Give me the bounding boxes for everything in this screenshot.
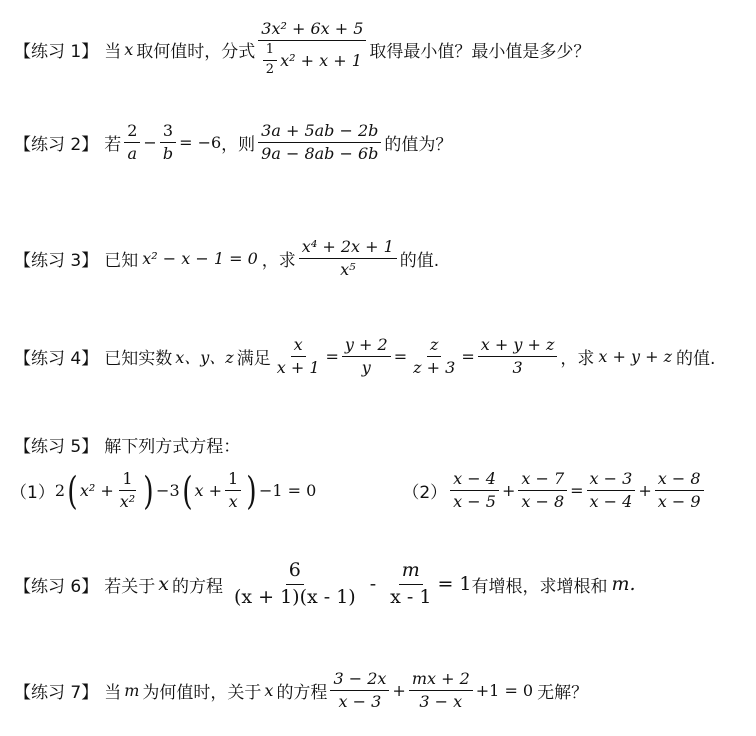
fraction xyxy=(225,470,241,512)
exercise-7-text: 的方程 xyxy=(276,683,328,704)
term: x² + xyxy=(79,481,114,501)
fraction-numerator: 6 xyxy=(286,560,304,585)
fraction-3-over-b xyxy=(160,122,176,164)
fraction-denominator: b xyxy=(162,144,174,164)
fraction xyxy=(478,336,558,378)
fraction xyxy=(409,670,473,712)
fraction-numerator: m xyxy=(399,560,423,585)
fraction xyxy=(330,670,389,712)
equation-rhs: = 1 xyxy=(437,573,472,596)
exercise-2-text: 的值为？ xyxy=(384,135,453,156)
fraction xyxy=(587,470,636,512)
fraction xyxy=(342,336,391,378)
variable-x: x xyxy=(124,39,134,59)
exercise-1-text: 当 xyxy=(104,41,122,62)
coefficient: −3 xyxy=(156,481,180,501)
variable-m: m xyxy=(124,681,140,701)
equation-rhs: = −6 xyxy=(179,133,222,153)
fraction xyxy=(410,336,458,378)
fraction-numerator: 1 xyxy=(119,470,135,491)
minus-sign: - xyxy=(369,573,377,596)
fraction-numerator: x⁴ + 2x + 1 xyxy=(299,238,397,259)
fraction-numerator: 3a + 5ab − 2b xyxy=(258,122,381,143)
fraction-denominator: x − 8 xyxy=(521,492,565,512)
expression: x + y + z xyxy=(598,347,673,367)
fraction-denominator: x² xyxy=(119,492,136,512)
fraction-numerator: x + y + z xyxy=(478,336,558,357)
fraction-numerator: 3 xyxy=(160,122,176,143)
fraction-2-over-a xyxy=(124,122,140,164)
fraction xyxy=(655,470,704,512)
half-numerator: 1 xyxy=(263,43,277,61)
exercise-2-fraction xyxy=(258,122,381,164)
condition-equation: x² − x − 1 = 0 xyxy=(142,249,258,269)
exercise-1-text: 取何值时，分式 xyxy=(136,41,256,62)
fraction-denominator: x⁵ xyxy=(340,260,356,280)
exercise-4-text: 已知实数 xyxy=(104,349,173,370)
fraction-denominator: x − 3 xyxy=(338,692,382,712)
fraction xyxy=(518,470,567,512)
exercise-6-text: 的方程 xyxy=(171,576,223,597)
exercise-7: 【练习 7】 当 m 为何值时，关于 x 的方程 $\frac{3 - 2x}{x - 3}$ + $\frac{mx + 2}{3 - x}$ +1 = 0 无解？ xyxy=(14,669,589,712)
problem-2-label: （2） xyxy=(402,483,448,504)
half-denominator: 2 xyxy=(265,62,275,78)
fraction-denominator: x − 9 xyxy=(657,492,701,512)
half-fraction xyxy=(263,43,277,78)
coefficient: 2 xyxy=(54,481,66,501)
term: x + xyxy=(194,481,222,501)
exercise-6 xyxy=(14,560,636,609)
fraction-denominator: 3 − x xyxy=(419,692,463,712)
exercise-3-fraction xyxy=(299,238,397,280)
exercise-4-text: 满足 xyxy=(236,349,271,370)
fraction-denominator xyxy=(260,41,365,78)
exercise-2-text: 若 xyxy=(104,135,122,156)
variable-x: x xyxy=(158,573,169,596)
fraction-denominator: x + 1 xyxy=(276,358,320,378)
exercise-4-label: 【练习 4】 xyxy=(14,349,99,370)
exercise-4: 【练习 4】 已知实数 x、y、z 满足 $\frac{x}{x + 1}$ = $\frac{y + 2}{y}$ = $\frac{z}{z + 3}$ = $\frac{x + y + z}{3}$ ，求 x + y + z 的值. xyxy=(14,335,716,378)
fraction xyxy=(117,470,138,512)
variable-x: x xyxy=(264,681,274,701)
exercise-1-label: 【练习 1】 xyxy=(14,41,99,62)
exercise-7-text: 为何值时，关于 xyxy=(142,683,262,704)
minus-sign: − xyxy=(143,133,157,153)
exercise-3-label: 【练习 3】 xyxy=(14,251,99,272)
fraction-denominator: y xyxy=(361,358,371,378)
fraction-numerator: x − 4 xyxy=(450,470,499,491)
exercise-5-label: 【练习 5】 xyxy=(14,437,99,457)
exercise-4-text: 的值. xyxy=(676,349,716,370)
fraction-denominator: x − 5 xyxy=(453,492,496,512)
exercise-1-text: 取得最小值？最小值是多少？ xyxy=(369,41,591,62)
exercise-3 xyxy=(14,238,439,280)
fraction-denominator: x xyxy=(228,492,238,512)
exercise-5-text: 解下列方式方程： xyxy=(104,437,241,457)
exercise-4-text: ，求 xyxy=(560,349,595,370)
fraction-numerator: 1 xyxy=(225,470,241,491)
denominator-rest: x² + x + 1 xyxy=(280,50,362,70)
fraction-denominator: (x + 1)(x - 1) xyxy=(233,585,356,608)
exercise-3-text: ，求 xyxy=(261,251,296,272)
fraction-numerator: x xyxy=(291,336,306,357)
variable-m: m. xyxy=(611,573,636,596)
equation-rhs: −1 = 0 xyxy=(259,481,317,501)
equation-rhs: +1 = 0 xyxy=(475,681,534,701)
fraction-denominator: 9a − 8ab − 6b xyxy=(261,144,379,164)
fraction-denominator: z + 3 xyxy=(413,358,456,378)
exercise-1-fraction xyxy=(258,20,366,78)
variables: x、y、z xyxy=(175,348,234,368)
exercise-3-text: 的值. xyxy=(399,251,440,272)
fraction-denominator: x − 4 xyxy=(589,492,633,512)
exercise-2-text: ，则 xyxy=(221,135,256,156)
exercise-7-text: 无解？ xyxy=(537,683,589,704)
fraction-numerator: x − 8 xyxy=(655,470,704,491)
fraction-numerator: mx + 2 xyxy=(409,670,473,691)
fraction xyxy=(231,560,359,609)
exercise-2 xyxy=(14,122,452,164)
fraction xyxy=(274,336,323,378)
fraction-denominator: a xyxy=(127,144,138,164)
fraction-numerator: 3 − 2x xyxy=(330,670,389,691)
fraction-numerator: 3x² + 6x + 5 xyxy=(258,20,366,41)
fraction-denominator: 3 xyxy=(512,358,523,378)
fraction xyxy=(450,470,499,512)
problem-1-label: （1） xyxy=(10,483,55,504)
exercise-5-problems: （1） 2 ( x² + $\frac{1}{\text{x²}}$ ) −3 ( x + $\frac{1}{x}$ ) −1 = 0 （2） $\frac{x - 4}{x - 5}$ + $\frac{x - 7}{x - 8}$ = $\frac{x - 3}{x - 4}$ + $\frac{x - 8}{x - 9}$ xyxy=(10,470,707,512)
exercise-7-label: 【练习 7】 xyxy=(14,683,99,704)
fraction-numerator: y + 2 xyxy=(342,336,391,357)
exercise-1 xyxy=(14,20,590,78)
fraction xyxy=(387,560,434,609)
exercise-6-text: 有增根，求增根和 xyxy=(471,576,608,597)
exercise-2-label: 【练习 2】 xyxy=(14,135,99,156)
exercise-3-text: 已知 xyxy=(104,251,139,272)
exercise-5 xyxy=(14,432,240,457)
exercise-7-text: 当 xyxy=(104,683,122,704)
fraction-numerator: x − 7 xyxy=(518,470,567,491)
fraction-denominator: x - 1 xyxy=(390,585,432,608)
exercise-6-label: 【练习 6】 xyxy=(14,576,99,597)
fraction-numerator: z xyxy=(427,336,441,357)
fraction-numerator: x − 3 xyxy=(587,470,636,491)
fraction-numerator: 2 xyxy=(124,122,140,143)
exercise-6-text: 若关于 xyxy=(104,576,156,597)
